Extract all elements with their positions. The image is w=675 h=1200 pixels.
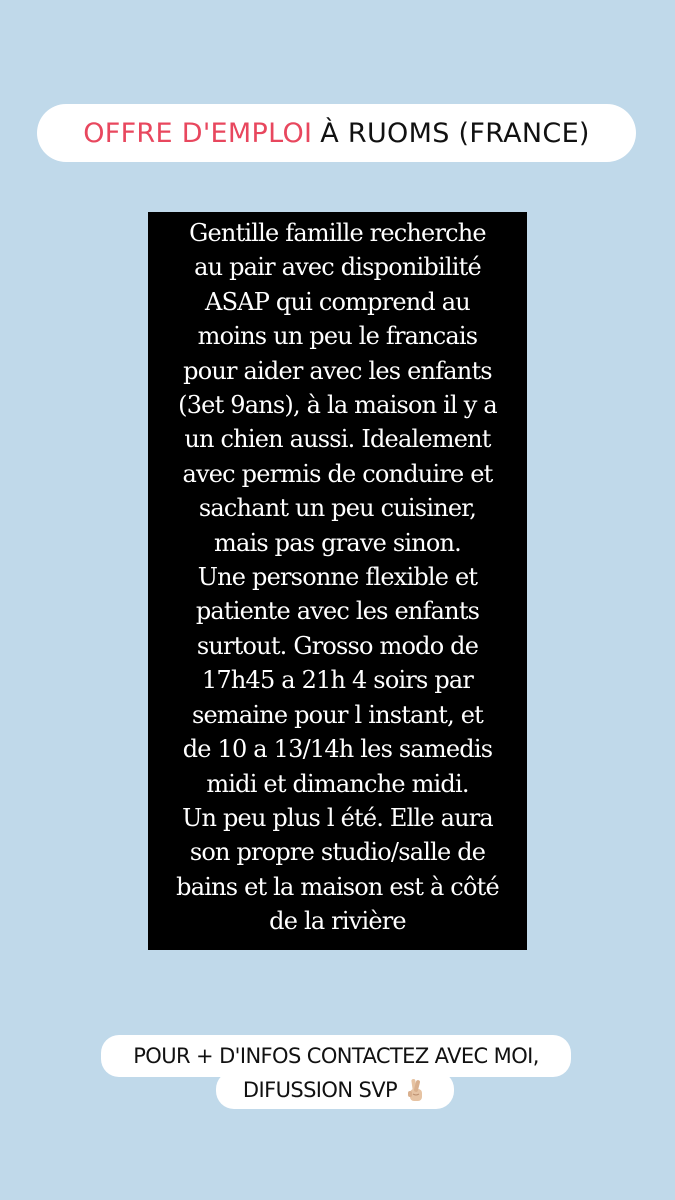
post-line: un chien aussi. Idealement: [184, 425, 491, 454]
title-location: À RUOMS (FRANCE): [320, 117, 590, 149]
crossed-fingers-icon: [405, 1077, 427, 1103]
post-line: semaine pour l instant, et: [191, 700, 484, 729]
post-line: surtout. Grosso modo de: [196, 631, 479, 660]
post-line: avec permis de conduire et: [182, 459, 493, 488]
post-line: mais pas grave sinon.: [213, 528, 462, 557]
footer-share-text: DIFUSSION SVP: [242, 1078, 398, 1102]
post-line: pour aider avec les enfants: [183, 356, 492, 385]
post-line: ASAP qui comprend au: [205, 287, 470, 316]
post-line: au pair avec disponibilité: [194, 253, 481, 282]
job-post-box: [148, 212, 527, 950]
post-line: patiente avec les enfants: [195, 597, 480, 626]
post-line: Une personne flexible et: [197, 563, 478, 592]
post-line: 17h45 a 21h 4 soirs par: [201, 666, 474, 695]
title-pill: [37, 104, 636, 162]
footer-contact-text: POUR + D'INFOS CONTACTEZ AVEC MOI,: [133, 1044, 539, 1068]
post-line: de 10 a 13/14h les samedis: [182, 735, 493, 764]
title-highlight: OFFRE D'EMPLOI: [83, 117, 313, 149]
job-post-text: [148, 212, 527, 939]
footer-share-pill: [216, 1071, 454, 1109]
post-line: bains et la maison est à côté: [176, 872, 499, 901]
post-line: moins un peu le francais: [197, 322, 478, 351]
post-line: (3et 9ans), à la maison il y a: [178, 391, 497, 420]
post-line: sachant un peu cuisiner,: [198, 494, 477, 523]
post-line: Gentille famille recherche: [189, 219, 486, 247]
post-line: de la rivière: [269, 907, 406, 936]
post-line: midi et dimanche midi.: [206, 769, 469, 798]
post-line: Un peu plus l été. Elle aura: [182, 803, 493, 832]
post-line: son propre studio/salle de: [189, 838, 486, 867]
